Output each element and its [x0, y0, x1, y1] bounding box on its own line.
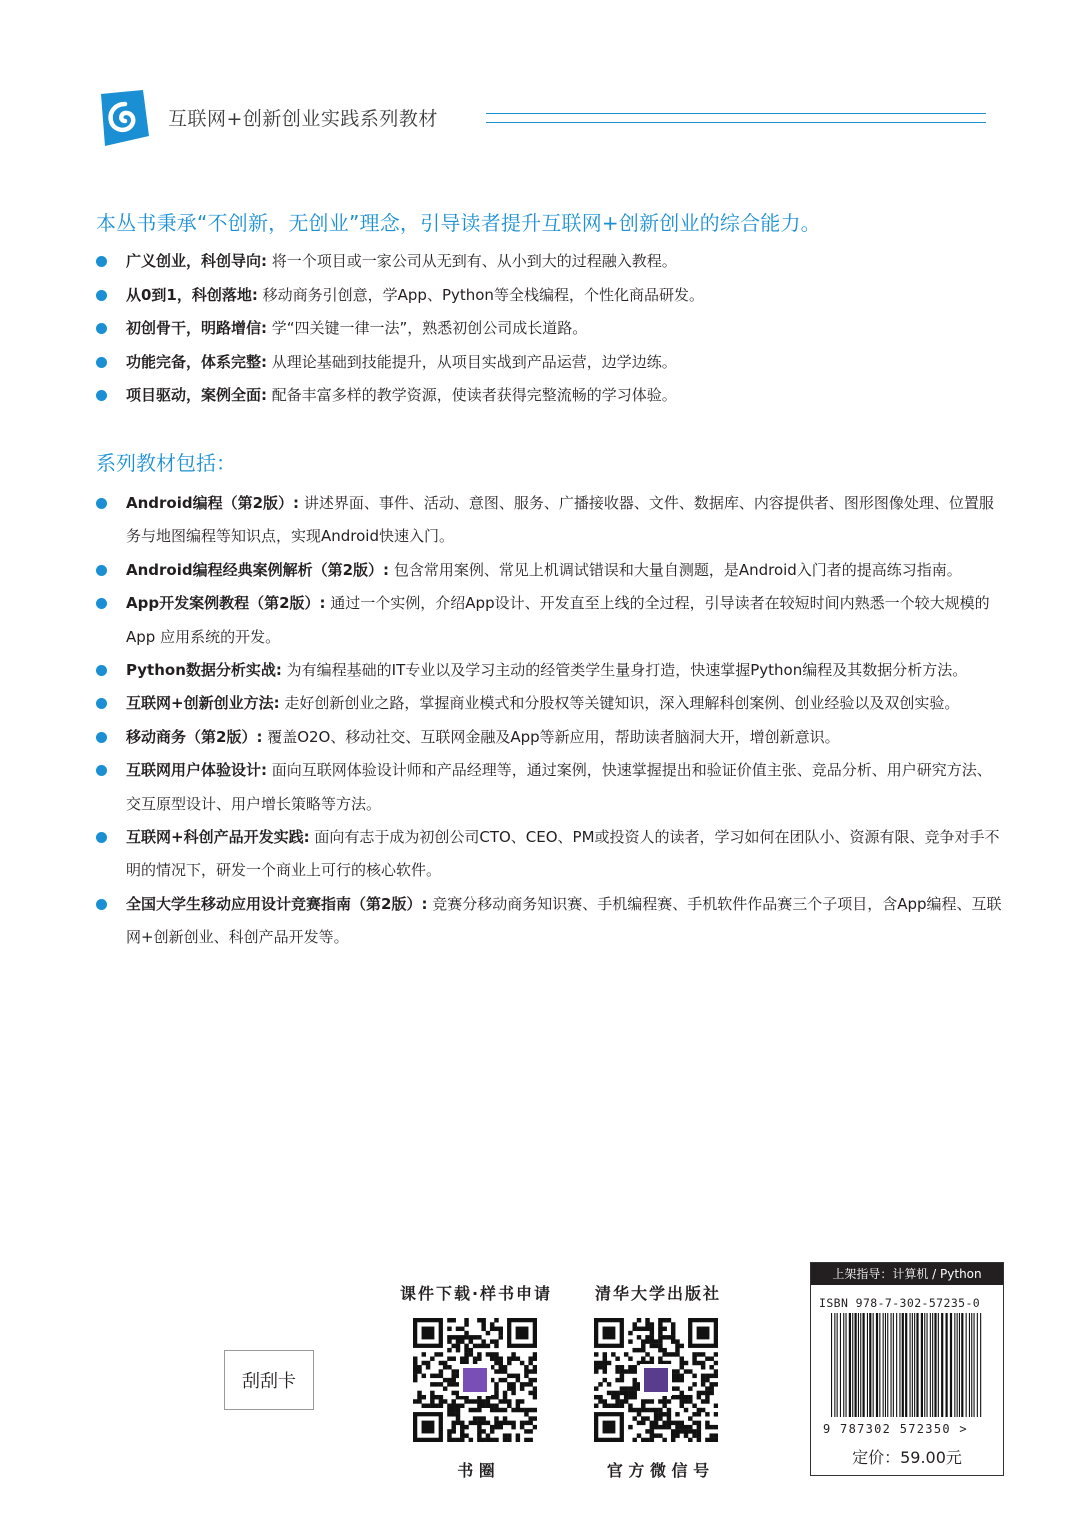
publisher-logo-icon	[95, 88, 151, 148]
bullet-dot-icon	[96, 832, 107, 843]
bullet-dot-icon	[96, 290, 107, 301]
book-desc: 走好创新创业之路，掌握商业模式和分股权等关键知识，深入理解科创案例、创业经验以及双创实验。	[279, 694, 960, 713]
qr-code-shuquan[interactable]	[413, 1318, 537, 1442]
bullet-dot-icon	[96, 598, 107, 609]
qr-right-title: 清华大学出版社	[594, 1284, 721, 1303]
qr-left-title: 课件下载·样书申请	[399, 1284, 553, 1303]
barcode-icon	[829, 1313, 985, 1421]
isbn-number: ISBN 978-7-302-57235-0	[819, 1296, 981, 1310]
feature-desc: 移动商务引创意，学App、Python等全栈编程，个性化商品研发。	[257, 285, 704, 304]
book-title: Android编程经典案例解析（第2版）:	[126, 560, 390, 579]
bullet-dot-icon	[96, 765, 107, 776]
feature-list	[96, 251, 1006, 419]
qr-right-caption: 官 方 微 信 号	[606, 1461, 710, 1480]
book-desc: 包含常用案例、常见上机调试错误和大量自测题，是Android入门者的提高练习指南。	[389, 560, 962, 579]
book-item	[96, 888, 1006, 955]
bullet-dot-icon	[96, 256, 107, 267]
book-desc: 面向互联网体验设计师和产品经理等，通过案例，快速掌握提出和验证价值主张、竞品分析、用户研究方法、交互原型设计、用户增长策略等方法。	[126, 761, 992, 813]
feature-term: 初创骨干，明路增信:	[126, 319, 267, 337]
book-desc: 为有编程基础的IT专业以及学习主动的经管类学生量身打造，快速掌握Python编程及其数据分析方法。	[281, 661, 968, 680]
feature-item	[96, 385, 1006, 405]
book-item	[96, 654, 1006, 687]
feature-desc: 学“四关键一律一法”，熟悉初创公司成长道路。	[267, 319, 588, 337]
book-item	[96, 821, 1006, 888]
feature-term: 功能完备，体系完整:	[126, 352, 267, 371]
book-title: 互联网+科创产品开发实践:	[126, 828, 310, 847]
price: 定价：59.00元	[852, 1448, 962, 1467]
bullet-dot-icon	[96, 665, 107, 676]
books-heading: 系列教材包括：	[96, 451, 236, 475]
shelf-category: 上架指导：计算机 / Python	[811, 1263, 1003, 1285]
book-item	[96, 554, 1006, 587]
ean-digits: 9 787302 572350 >	[823, 1422, 968, 1436]
scratch-card-label: 刮刮卡	[224, 1350, 314, 1410]
book-item	[96, 721, 1006, 754]
book-list	[96, 487, 1006, 955]
bullet-dot-icon	[96, 565, 107, 576]
isbn-box	[810, 1262, 1004, 1476]
book-title: 互联网用户体验设计:	[126, 761, 267, 780]
series-title: 互联网+创新创业实践系列教材	[168, 108, 438, 130]
feature-item	[96, 318, 1006, 338]
book-item	[96, 487, 1006, 554]
feature-item	[96, 251, 1006, 271]
book-item	[96, 687, 1006, 720]
feature-desc: 配备丰富多样的教学资源，使读者获得完整流畅的学习体验。	[267, 386, 677, 404]
book-title: 互联网+创新创业方法:	[126, 694, 280, 713]
book-title: Android编程（第2版）:	[126, 494, 300, 512]
book-title: Python数据分析实战:	[126, 661, 282, 680]
bullet-dot-icon	[96, 390, 107, 401]
bullet-dot-icon	[96, 732, 107, 743]
book-item	[96, 587, 1006, 654]
bullet-dot-icon	[96, 899, 107, 910]
feature-item	[96, 352, 1006, 372]
feature-term: 项目驱动，案例全面:	[126, 386, 267, 404]
intro-statement: 本丛书秉承“不创新，无创业”理念，引导读者提升互联网+创新创业的综合能力。	[96, 211, 821, 235]
bullet-dot-icon	[96, 323, 107, 334]
bullet-dot-icon	[96, 498, 107, 509]
book-desc: 讲述界面、事件、活动、意图、服务、广播接收器、文件、数据库、内容提供者、图形图像处理、位置服务与地图编程等知识点，实现Android快速入门。	[126, 494, 994, 546]
header-rule-top	[486, 113, 986, 114]
book-desc: 面向有志于成为初创公司CTO、CEO、PM或投资人的读者，学习如何在团队小、资源有限、竞争对手不明的情况下，研发一个商业上可行的核心软件。	[126, 828, 1000, 880]
book-title: 移动商务（第2版）:	[126, 727, 263, 746]
book-title: App开发案例教程（第2版）:	[126, 594, 326, 613]
book-item	[96, 754, 1006, 821]
qr-code-official-wechat[interactable]	[594, 1318, 718, 1442]
feature-term: 广义创业，科创导向:	[126, 252, 267, 270]
book-desc: 竞赛分移动商务知识赛、手机编程赛、手机软件作品赛三个子项目，含App编程、互联网+创新创业、科创产品开发等。	[126, 894, 1002, 947]
feature-item	[96, 285, 1006, 305]
feature-desc: 将一个项目或一家公司从无到有、从小到大的过程融入教程。	[267, 252, 677, 270]
book-title: 全国大学生移动应用设计竞赛指南（第2版）:	[126, 894, 428, 913]
book-desc: 覆盖O2O、移动社交、互联网金融及App等新应用，帮助读者脑洞大开，增创新意识。	[262, 727, 840, 746]
bullet-dot-icon	[96, 698, 107, 709]
feature-term: 从0到1，科创落地:	[126, 285, 258, 304]
feature-desc: 从理论基础到技能提升，从项目实战到产品运营，边学边练。	[267, 352, 677, 371]
qr-left-caption: 书 圈	[457, 1461, 495, 1480]
bullet-dot-icon	[96, 357, 107, 368]
header-rule-bottom	[486, 122, 986, 123]
book-desc: 通过一个实例，介绍App设计、开发直至上线的全过程，引导读者在较短时间内熟悉一个较大规模的App 应用系统的开发。	[126, 594, 990, 646]
